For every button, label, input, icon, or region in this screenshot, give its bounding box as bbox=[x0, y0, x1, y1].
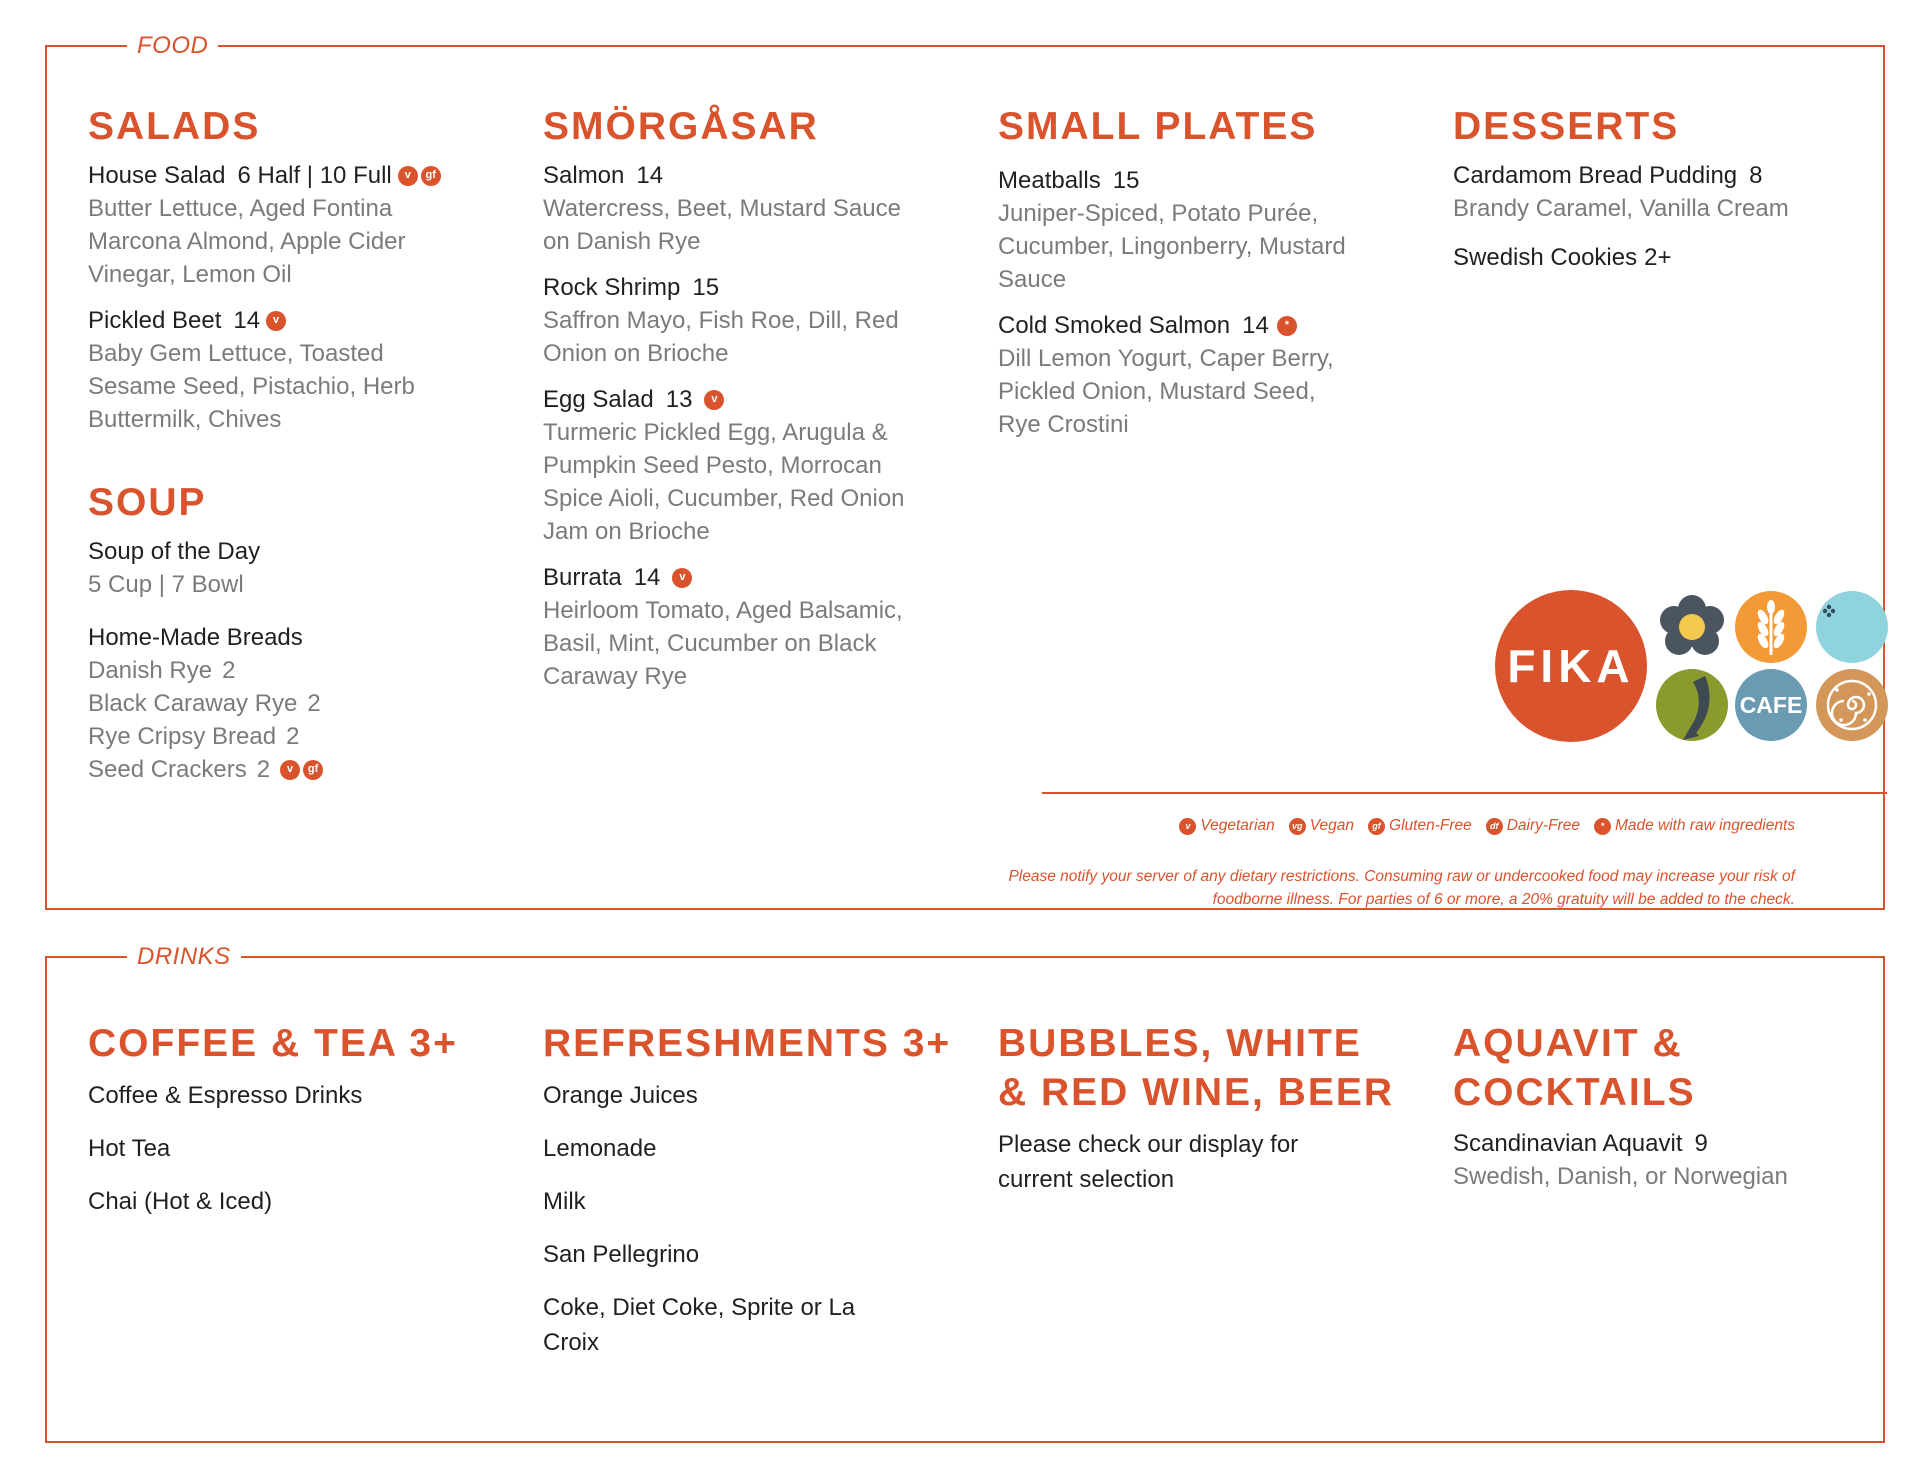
wheat-icon bbox=[1735, 591, 1807, 663]
menu-item bbox=[543, 271, 973, 370]
vegan-badge-icon: vg bbox=[1289, 818, 1306, 835]
legend-item: df Dairy-Free bbox=[1486, 817, 1580, 835]
aquavit-title-line: AQUAVIT & bbox=[1453, 1022, 1683, 1065]
menu-item bbox=[88, 159, 518, 291]
desserts-title: DESSERTS bbox=[1453, 105, 1680, 148]
gluten-free-badge-icon: gf bbox=[1368, 818, 1385, 835]
vegetarian-badge-icon: v bbox=[280, 760, 300, 780]
item-name: Home-Made Breads bbox=[88, 624, 303, 651]
item-description: Swedish, Danish, or Norwegian bbox=[1453, 1163, 1788, 1190]
item-price: 14 bbox=[636, 162, 664, 189]
menu-item bbox=[998, 164, 1428, 296]
menu-item bbox=[543, 383, 973, 548]
dairy-free-badge-icon: df bbox=[1486, 818, 1503, 835]
wine-column bbox=[998, 1019, 1428, 1215]
item-name: Rock Shrimp bbox=[543, 274, 681, 301]
dietary-legend bbox=[1165, 817, 1795, 835]
item-name: Egg Salad bbox=[543, 386, 654, 413]
food-label: FOOD bbox=[127, 31, 218, 61]
legend-item: gf Gluten-Free bbox=[1368, 817, 1472, 835]
vegetarian-badge-icon: v bbox=[672, 568, 692, 588]
coffee-column bbox=[88, 1019, 518, 1237]
smorgasar-title: SMÖRGÅSAR bbox=[543, 105, 819, 148]
item-name: Meatballs bbox=[998, 167, 1101, 194]
item-price: 6 Half | 10 Full bbox=[237, 162, 392, 189]
item-name: Scandinavian Aquavit bbox=[1453, 1130, 1683, 1157]
item-name: Soup of the Day bbox=[88, 538, 261, 565]
drink-item: Coffee & Espresso Drinks bbox=[88, 1082, 363, 1109]
legend-item: v Vegetarian bbox=[1179, 817, 1274, 835]
drink-item: Milk bbox=[543, 1188, 586, 1215]
bread-line: Seed Crackers 2 v gf bbox=[88, 753, 518, 786]
sparkle-icon bbox=[1816, 591, 1888, 663]
coffee-title: COFFEE & TEA 3+ bbox=[88, 1022, 458, 1065]
item-name: Pickled Beet bbox=[88, 307, 222, 334]
item-description: Watercress, Beet, Mustard Sauce on Danish Rye bbox=[543, 195, 901, 255]
menu-item bbox=[88, 304, 518, 436]
desserts-column bbox=[1453, 102, 1883, 287]
item-description: Saffron Mayo, Fish Roe, Dill, Red Onion on Brioche bbox=[543, 307, 899, 367]
drink-item: Hot Tea bbox=[88, 1135, 171, 1162]
menu-item bbox=[1453, 159, 1883, 225]
item-description: Turmeric Pickled Egg, Arugula & Pumpkin Seed Pesto, Morrocan Spice Aioli, Cucumber, Red Onion Jam on Brioche bbox=[543, 419, 905, 545]
small-plates-column bbox=[998, 102, 1428, 454]
item-description: Juniper-Spiced, Potato Purée, Cucumber, Lingonberry, Mustard Sauce bbox=[998, 200, 1346, 293]
legend-item: vg Vegan bbox=[1289, 817, 1354, 835]
dietary-notice bbox=[955, 865, 1795, 911]
cafe-badge-icon bbox=[1735, 669, 1807, 741]
item-price: 2+ bbox=[1644, 244, 1672, 271]
cinnamon-bun-icon bbox=[1816, 669, 1888, 741]
menu-item bbox=[1453, 241, 1883, 274]
item-name: Cold Smoked Salmon bbox=[998, 312, 1231, 339]
item-description: Baby Gem Lettuce, Toasted Sesame Seed, Pistachio, Herb Buttermilk, Chives bbox=[88, 340, 415, 433]
vegetarian-badge-icon: v bbox=[266, 311, 286, 331]
refreshments-title: REFRESHMENTS 3+ bbox=[543, 1022, 952, 1065]
flower-icon bbox=[1656, 591, 1728, 663]
smorgasar-column bbox=[543, 102, 973, 706]
item-name: Salmon bbox=[543, 162, 625, 189]
drink-item: Orange Juices bbox=[543, 1082, 698, 1109]
wine-title-line: BUBBLES, WHITE bbox=[998, 1022, 1362, 1065]
drink-item: Chai (Hot & Iced) bbox=[88, 1188, 273, 1215]
gluten-free-badge-icon: gf bbox=[303, 760, 323, 780]
logo-cafe-text: CAFE bbox=[1739, 692, 1803, 718]
raw-ingredients-badge-icon: * bbox=[1594, 818, 1611, 835]
menu-item bbox=[543, 159, 973, 258]
bread-line: Danish Rye 2 bbox=[88, 657, 236, 684]
item-name: Cardamom Bread Pudding bbox=[1453, 162, 1738, 189]
vegetarian-badge-icon: v bbox=[1179, 818, 1196, 835]
vegetarian-badge-icon: v bbox=[704, 390, 724, 410]
wine-title-line: & RED WINE, BEER bbox=[998, 1071, 1395, 1114]
item-name: Burrata bbox=[543, 564, 622, 591]
bread-line: Rye Cripsy Bread 2 bbox=[88, 723, 300, 750]
item-name: House Salad bbox=[88, 162, 226, 189]
menu-item bbox=[88, 535, 518, 601]
item-price: 14 bbox=[1242, 312, 1269, 339]
vegetarian-badge-icon: v bbox=[398, 166, 418, 186]
small-plates-title: SMALL PLATES bbox=[998, 105, 1318, 148]
gluten-free-badge-icon: gf bbox=[421, 166, 441, 186]
item-price: 13 bbox=[665, 386, 693, 413]
aquavit-column bbox=[1453, 1019, 1883, 1193]
wine-note: Please check our display for current selection bbox=[998, 1131, 1299, 1193]
drink-item: Coke, Diet Coke, Sprite or La Croix bbox=[543, 1294, 856, 1356]
salads-title: SALADS bbox=[88, 105, 261, 148]
legend-item: * Made with raw ingredients bbox=[1594, 817, 1795, 835]
drinks-section bbox=[45, 943, 1885, 1443]
drinks-label: DRINKS bbox=[127, 942, 241, 972]
notice-line: Please notify your server of any dietary restrictions. Consuming raw or undercooked food may increase your risk of bbox=[1008, 868, 1795, 885]
salads-column bbox=[88, 102, 518, 799]
legend-divider bbox=[1042, 792, 1887, 794]
item-price: 15 bbox=[692, 274, 720, 301]
item-description: Butter Lettuce, Aged Fontina Marcona Almond, Apple Cider Vinegar, Lemon Oil bbox=[88, 195, 406, 288]
menu-item-breads bbox=[88, 621, 518, 786]
menu-item bbox=[543, 561, 973, 693]
refreshments-column bbox=[543, 1019, 973, 1378]
fika-cafe-logo bbox=[1495, 590, 1890, 742]
item-price: 14 bbox=[633, 564, 661, 591]
raw-ingredients-badge-icon: * bbox=[1277, 316, 1297, 336]
fish-icon bbox=[1656, 669, 1728, 741]
notice-line: foodborne illness. For parties of 6 or more, a 20% gratuity will be added to the check. bbox=[1212, 891, 1795, 908]
item-description: Heirloom Tomato, Aged Balsamic, Basil, Mint, Cucumber on Black Caraway Rye bbox=[543, 597, 903, 690]
drink-item: San Pellegrino bbox=[543, 1241, 700, 1268]
aquavit-title-line: COCKTAILS bbox=[1453, 1071, 1696, 1114]
item-price: 9 bbox=[1694, 1130, 1708, 1157]
menu-item bbox=[998, 309, 1428, 441]
logo-wordmark: FIKA bbox=[1507, 640, 1635, 692]
bread-line: Black Caraway Rye 2 bbox=[88, 690, 321, 717]
item-description: Brandy Caramel, Vanilla Cream bbox=[1453, 195, 1789, 222]
item-price: 8 bbox=[1749, 162, 1763, 189]
drink-item: Lemonade bbox=[543, 1135, 657, 1162]
soup-title: SOUP bbox=[88, 481, 207, 524]
item-price: 14 bbox=[233, 307, 261, 334]
item-name: Swedish Cookies bbox=[1453, 244, 1638, 271]
item-description: Dill Lemon Yogurt, Caper Berry, Pickled Onion, Mustard Seed, Rye Crostini bbox=[998, 345, 1334, 438]
food-section bbox=[45, 32, 1885, 910]
item-description: 5 Cup | 7 Bowl bbox=[88, 571, 244, 598]
item-price: 15 bbox=[1112, 167, 1140, 194]
